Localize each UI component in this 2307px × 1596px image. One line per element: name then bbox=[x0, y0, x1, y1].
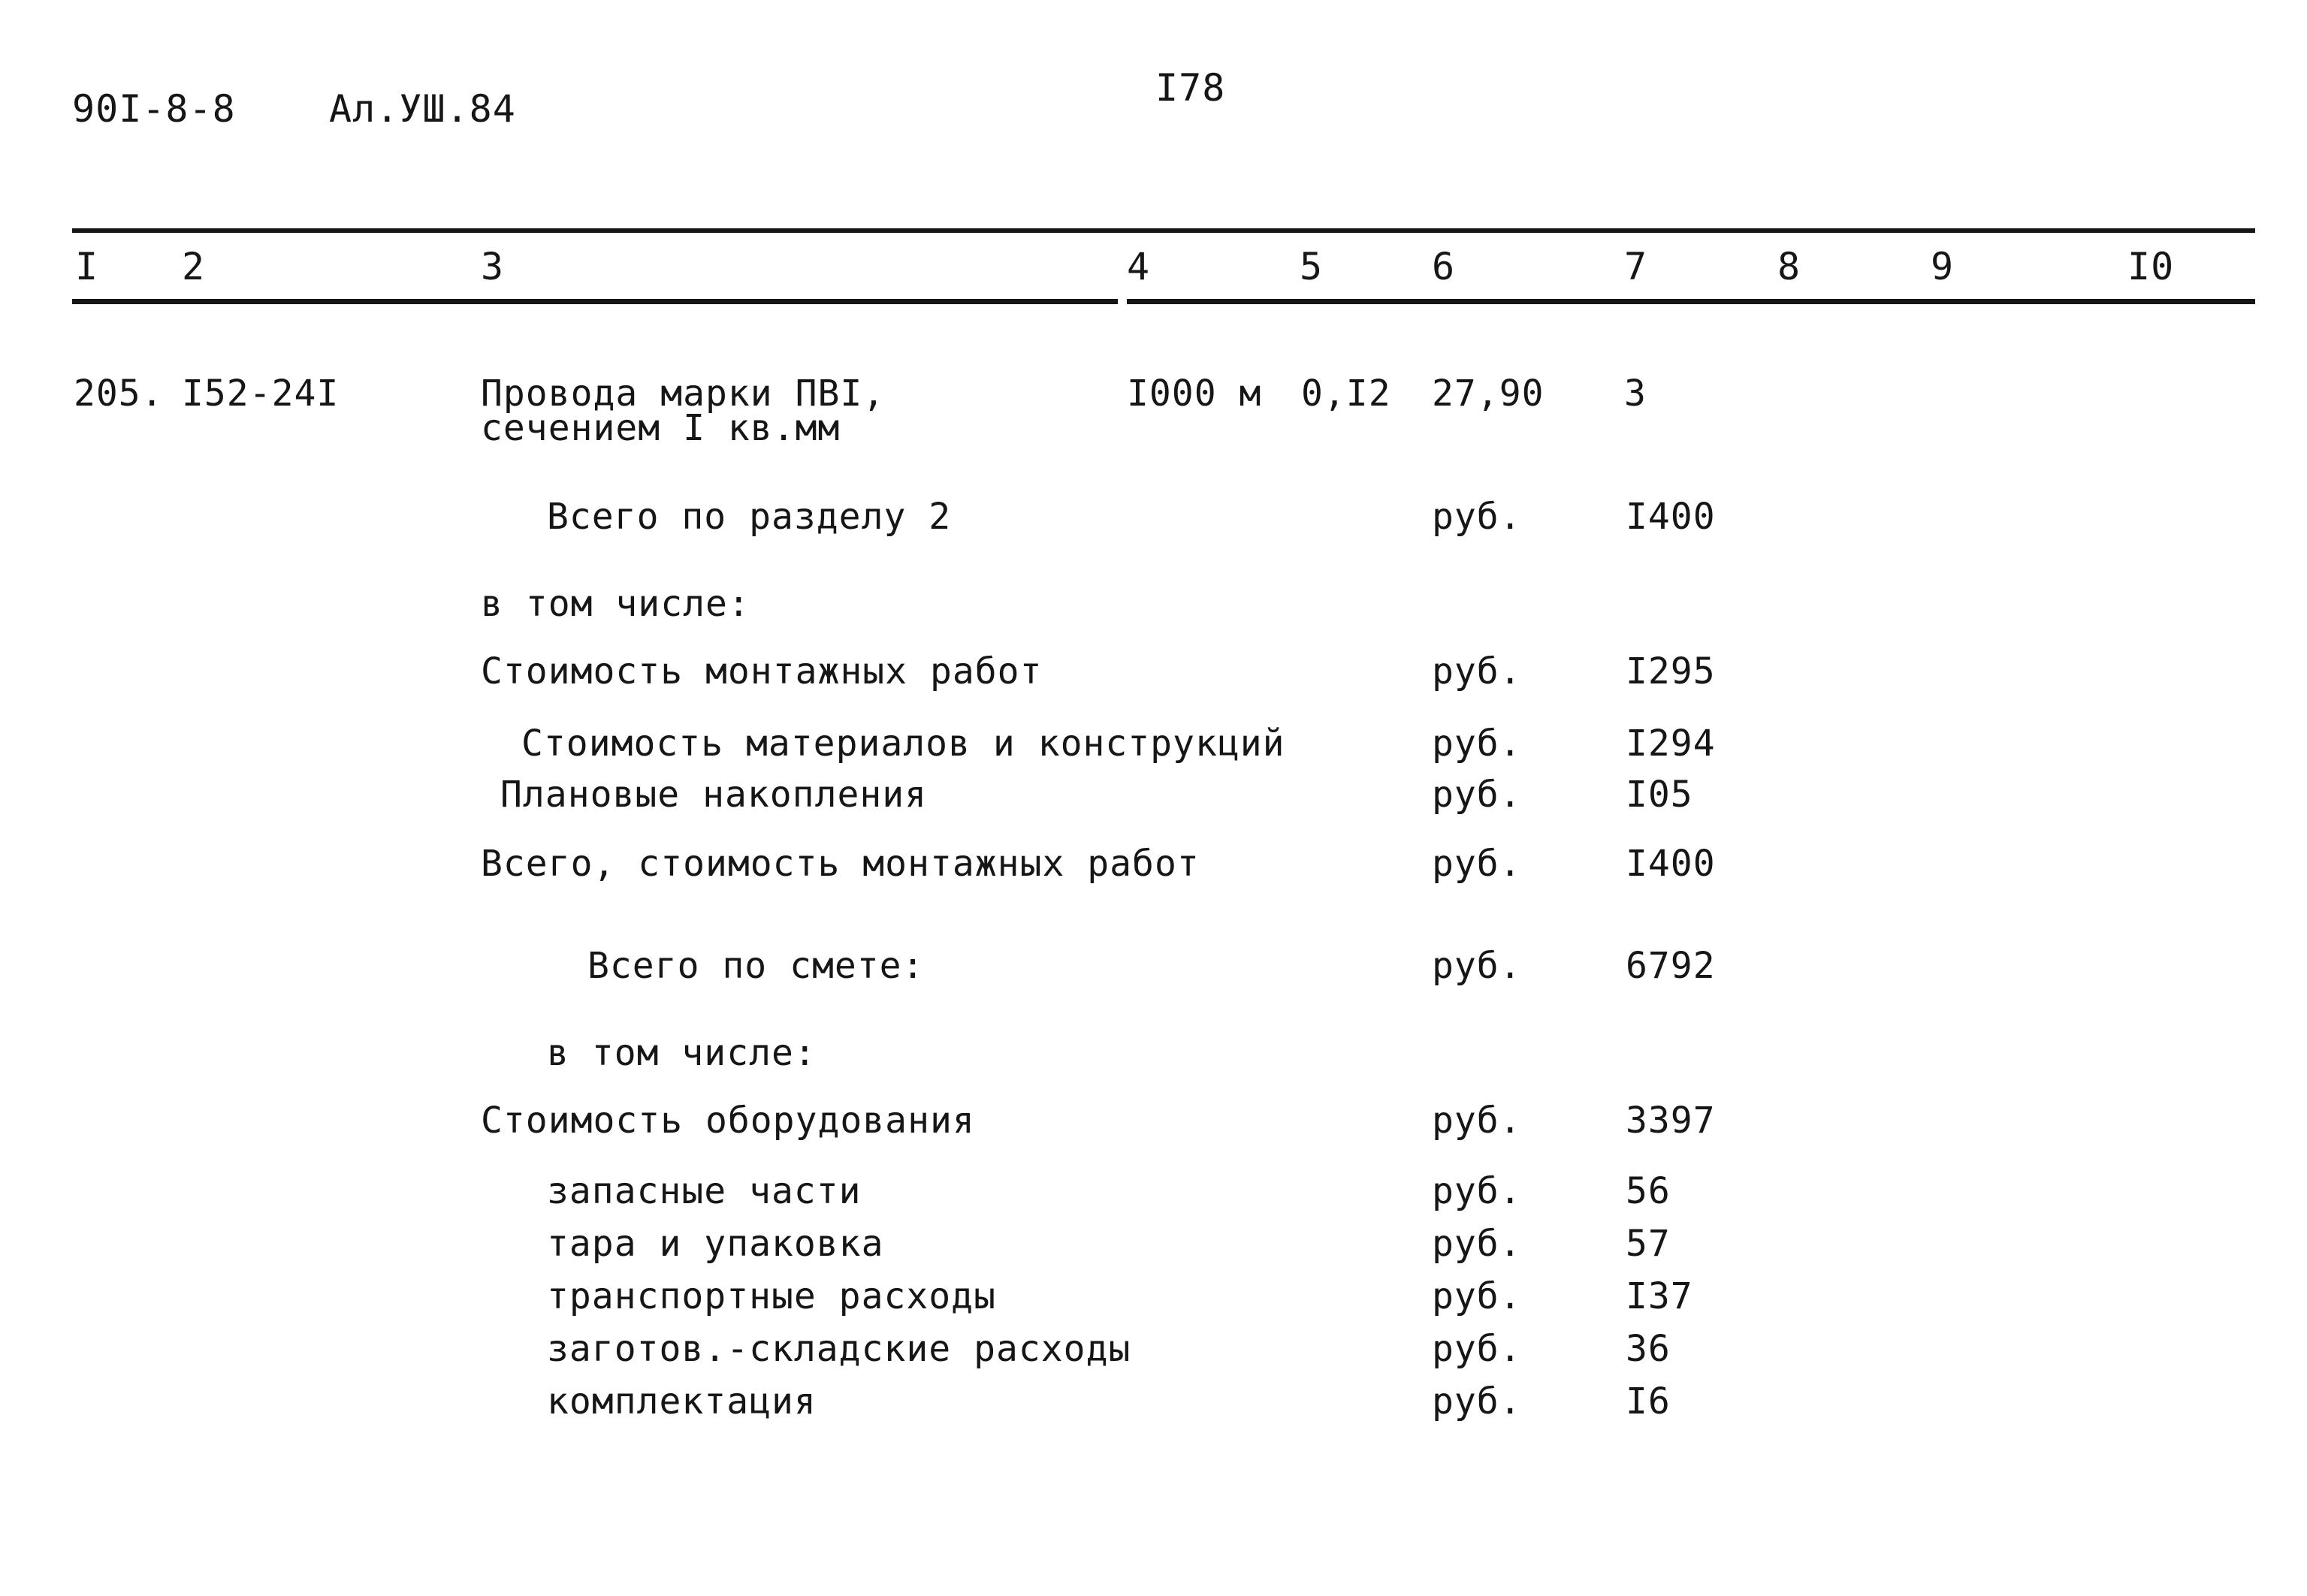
item-price: 27,90 bbox=[1432, 373, 1545, 415]
summary-value-completion: I6 bbox=[1626, 1380, 1671, 1423]
summary-value-installation-total: I400 bbox=[1626, 843, 1716, 885]
item-unit: I000 м bbox=[1127, 373, 1262, 415]
summary-unit-transport: руб. bbox=[1432, 1275, 1522, 1317]
summary-value-materials-cost: I294 bbox=[1626, 723, 1716, 765]
table-header-rule-left bbox=[72, 299, 1118, 304]
summary-value-packaging: 57 bbox=[1626, 1223, 1671, 1265]
summary-unit-completion: руб. bbox=[1432, 1380, 1522, 1423]
summary-label-estimate-total: Всего по смете: bbox=[587, 945, 925, 987]
summary-unit-materials-cost: руб. bbox=[1432, 723, 1522, 765]
summary-value-spare-parts: 56 bbox=[1626, 1170, 1671, 1212]
column-number-7: 7 bbox=[1624, 245, 1648, 288]
summary-unit-section-total: руб. bbox=[1432, 496, 1522, 538]
column-number-1: I bbox=[75, 245, 99, 288]
column-number-9: 9 bbox=[1931, 245, 1955, 288]
summary-value-transport: I37 bbox=[1626, 1275, 1693, 1317]
item-total: 3 bbox=[1624, 373, 1647, 415]
summary-label-installation-cost: Стоимость монтажных работ bbox=[481, 650, 1043, 692]
summary-label-including-2: в том числе: bbox=[547, 1032, 817, 1074]
summary-value-equipment-cost: 3397 bbox=[1626, 1100, 1716, 1142]
summary-label-packaging: тара и упаковка bbox=[547, 1223, 884, 1265]
summary-unit-estimate-total: руб. bbox=[1432, 945, 1522, 987]
summary-label-equipment-cost: Стоимость оборудования bbox=[481, 1100, 975, 1142]
table-top-rule bbox=[72, 228, 2255, 233]
summary-unit-spare-parts: руб. bbox=[1432, 1170, 1522, 1212]
summary-unit-packaging: руб. bbox=[1432, 1223, 1522, 1265]
document-code: 90I-8-8 bbox=[72, 87, 236, 131]
item-quantity: 0,I2 bbox=[1301, 373, 1391, 415]
column-number-3: 3 bbox=[481, 245, 505, 288]
column-number-10: I0 bbox=[2127, 245, 2175, 288]
summary-unit-planned-savings: руб. bbox=[1432, 774, 1522, 816]
column-number-6: 6 bbox=[1432, 245, 1456, 288]
summary-unit-installation-total: руб. bbox=[1432, 843, 1522, 885]
summary-label-completion: комплектация bbox=[547, 1380, 817, 1423]
summary-value-planned-savings: I05 bbox=[1626, 774, 1693, 816]
summary-value-warehouse: 36 bbox=[1626, 1328, 1671, 1370]
column-number-5: 5 bbox=[1300, 245, 1324, 288]
summary-label-spare-parts: запасные части bbox=[547, 1170, 862, 1212]
summary-label-warehouse: заготов.-складские расходы bbox=[547, 1328, 1131, 1370]
summary-label-materials-cost: Стоимость материалов и конструкций bbox=[521, 723, 1285, 765]
column-number-4: 4 bbox=[1127, 245, 1151, 288]
summary-value-estimate-total: 6792 bbox=[1626, 945, 1716, 987]
item-name-line1: Провода марки ПВI, bbox=[481, 373, 886, 415]
album-number: Ал.УШ.84 bbox=[329, 87, 516, 131]
summary-label-planned-savings: Плановые накопления bbox=[500, 774, 928, 816]
summary-value-installation-cost: I295 bbox=[1626, 650, 1716, 692]
summary-unit-equipment-cost: руб. bbox=[1432, 1100, 1522, 1142]
summary-label-section-total: Всего по разделу 2 bbox=[547, 496, 952, 538]
column-number-8: 8 bbox=[1777, 245, 1801, 288]
summary-unit-warehouse: руб. bbox=[1432, 1328, 1522, 1370]
page-number: I78 bbox=[1155, 66, 1226, 110]
summary-value-section-total: I400 bbox=[1626, 496, 1716, 538]
item-name-line2: сечением I кв.мм bbox=[481, 407, 841, 449]
item-number: 205. bbox=[74, 373, 164, 415]
column-number-2: 2 bbox=[182, 245, 206, 288]
table-header-rule-right bbox=[1127, 299, 2255, 304]
summary-label-including: в том числе: bbox=[481, 583, 750, 625]
item-code: I52-24I bbox=[182, 373, 340, 415]
summary-label-installation-total: Всего, стоимость монтажных работ bbox=[481, 843, 1200, 885]
summary-label-transport: транспортные расходы bbox=[547, 1275, 996, 1317]
summary-unit-installation-cost: руб. bbox=[1432, 650, 1522, 692]
